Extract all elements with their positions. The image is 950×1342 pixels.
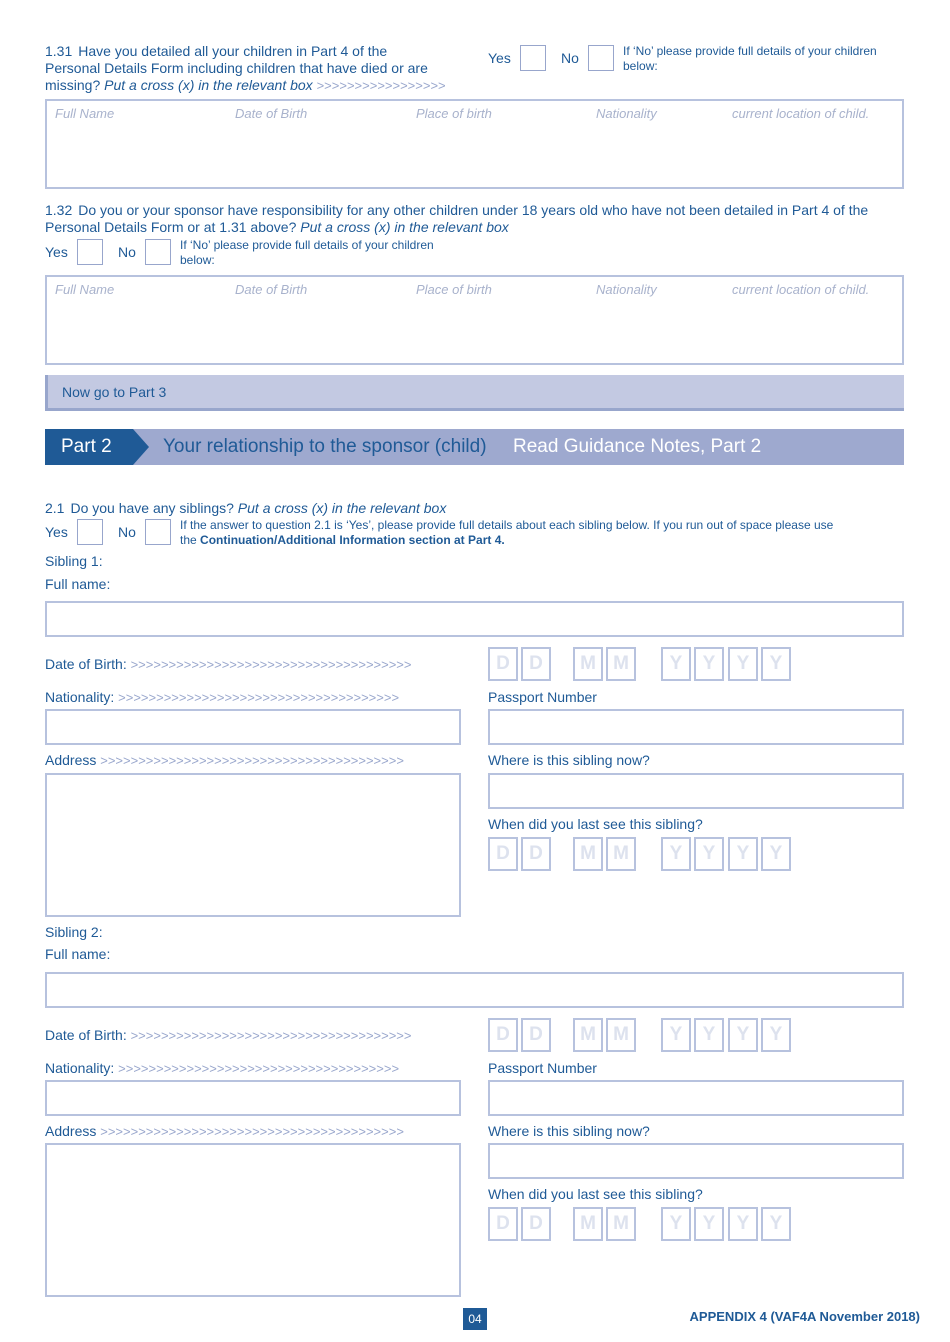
children-details-box[interactable] bbox=[45, 99, 904, 189]
note-line: the bbox=[180, 533, 197, 547]
date-cell[interactable]: Y bbox=[694, 647, 724, 681]
date-cell[interactable]: Y bbox=[661, 1207, 691, 1241]
date-cell[interactable]: Y bbox=[728, 1018, 758, 1052]
question-text: Personal Details Form or at 1.31 above? bbox=[45, 219, 297, 235]
column-header: Nationality bbox=[596, 106, 657, 121]
date-cell[interactable]: Y bbox=[728, 647, 758, 681]
date-cell[interactable]: Y bbox=[661, 837, 691, 871]
question-number: 2.1 bbox=[45, 500, 65, 516]
sibling-1-nationality-input[interactable] bbox=[45, 709, 461, 745]
sibling-heading: Sibling 2: bbox=[45, 924, 103, 940]
date-cell[interactable]: D bbox=[488, 837, 518, 871]
question-number: 1.31 bbox=[45, 43, 73, 59]
date-cell[interactable]: M bbox=[573, 1207, 603, 1241]
dob-label bbox=[45, 1027, 412, 1043]
sibling-2-full-name-input[interactable] bbox=[45, 972, 904, 1008]
question-text: Personal Details Form including children that have died or are bbox=[45, 60, 428, 76]
arrow-leader: >>>>>>>>>>>>>>>>>>>>>>>>>>>>>>>>>>>>>>>> bbox=[100, 1124, 404, 1139]
last-seen-label: When did you last see this sibling? bbox=[488, 816, 703, 832]
sibling-2-location-input[interactable] bbox=[488, 1143, 904, 1179]
date-cell[interactable]: D bbox=[488, 1207, 518, 1241]
date-cell[interactable]: D bbox=[521, 1207, 551, 1241]
nationality-label bbox=[45, 1060, 399, 1076]
date-cell[interactable]: D bbox=[521, 647, 551, 681]
question-number: 1.32 bbox=[45, 202, 73, 218]
column-header: Nationality bbox=[596, 282, 657, 297]
page-number: 04 bbox=[463, 1308, 487, 1330]
yes-checkbox[interactable] bbox=[77, 239, 103, 265]
date-cell[interactable]: M bbox=[606, 1018, 636, 1052]
date-cell[interactable]: Y bbox=[761, 1207, 791, 1241]
date-cell[interactable]: D bbox=[521, 837, 551, 871]
date-cell[interactable]: Y bbox=[761, 1018, 791, 1052]
date-cell[interactable]: D bbox=[521, 1018, 551, 1052]
column-header: Place of birth bbox=[416, 106, 492, 121]
date-cell[interactable]: M bbox=[573, 1018, 603, 1052]
sibling-heading: Sibling 1: bbox=[45, 553, 103, 569]
date-cell[interactable]: Y bbox=[694, 1018, 724, 1052]
column-header: current location of child. bbox=[732, 106, 870, 121]
full-name-label: Full name: bbox=[45, 946, 111, 962]
address-label bbox=[45, 1123, 404, 1139]
yes-checkbox[interactable] bbox=[520, 45, 546, 71]
date-cell[interactable]: Y bbox=[728, 837, 758, 871]
note-text: If ‘No’ please provide full details of your children below: bbox=[180, 238, 434, 267]
question-1-32 bbox=[45, 202, 915, 236]
date-cell[interactable]: D bbox=[488, 647, 518, 681]
dob-label-text: Date of Birth: bbox=[45, 1027, 127, 1043]
last-seen-label: When did you last see this sibling? bbox=[488, 1186, 703, 1202]
date-cell[interactable]: Y bbox=[728, 1207, 758, 1241]
full-name-label: Full name: bbox=[45, 576, 111, 592]
question-text: Have you detailed all your children in Part 4 of the bbox=[78, 43, 388, 59]
address-label bbox=[45, 752, 404, 768]
date-cell[interactable]: Y bbox=[761, 837, 791, 871]
address-label-text: Address bbox=[45, 752, 97, 768]
where-label: Where is this sibling now? bbox=[488, 752, 650, 768]
passport-label: Passport Number bbox=[488, 1060, 597, 1076]
no-label: No bbox=[118, 524, 136, 540]
where-label: Where is this sibling now? bbox=[488, 1123, 650, 1139]
arrow-leader: >>>>>>>>>>>>>>>>>>>>>>>>>>>>>>>>>>>>> bbox=[118, 1061, 400, 1076]
column-header: Date of Birth bbox=[235, 106, 308, 121]
date-cell[interactable]: Y bbox=[694, 1207, 724, 1241]
arrow-leader: >>>>>>>>>>>>>>>>>>>>>>>>>>>>>>>>>>>>> bbox=[118, 690, 400, 705]
no-checkbox[interactable] bbox=[145, 519, 171, 545]
yes-label: Yes bbox=[45, 244, 68, 260]
question-text: Do you or your sponsor have responsibility for any other children under 18 years old who have not been detailed in Part 4 of the bbox=[78, 202, 869, 218]
sibling-1-full-name-input[interactable] bbox=[45, 601, 904, 637]
no-label: No bbox=[561, 50, 579, 66]
nationality-label-text: Nationality: bbox=[45, 1060, 115, 1076]
dob-label-text: Date of Birth: bbox=[45, 656, 127, 672]
guidance-link[interactable]: Read Guidance Notes, Part 2 bbox=[513, 436, 762, 457]
arrow-leader: >>>>>>>>>>>>>>>>>>>>>>>>>>>>>>>>>>>>>>>> bbox=[100, 753, 404, 768]
no-checkbox[interactable] bbox=[588, 45, 614, 71]
column-header: Full Name bbox=[55, 106, 115, 121]
date-cell[interactable]: Y bbox=[661, 647, 691, 681]
date-cell[interactable]: M bbox=[606, 647, 636, 681]
sibling-2-nationality-input[interactable] bbox=[45, 1080, 461, 1116]
footer-appendix: APPENDIX 4 (VAF4A November 2018) bbox=[689, 1309, 920, 1324]
no-checkbox[interactable] bbox=[145, 239, 171, 265]
arrow-leader: >>>>>>>>>>>>>>>>>>>>>>>>>>>>>>>>>>>>> bbox=[130, 657, 412, 672]
yes-checkbox[interactable] bbox=[77, 519, 103, 545]
date-cell[interactable]: M bbox=[573, 647, 603, 681]
instruction-text: Put a cross (x) in the relevant box bbox=[300, 219, 509, 235]
sibling-1-passport-input[interactable] bbox=[488, 709, 904, 745]
question-text: Do you have any siblings? bbox=[70, 500, 234, 516]
question-2-1 bbox=[45, 500, 446, 517]
instruction-text: Put a cross (x) in the relevant box bbox=[104, 77, 313, 93]
banner-text: Now go to Part 3 bbox=[62, 384, 167, 400]
arrow-leader: >>>>>>>>>>>>>>>>> bbox=[316, 78, 446, 93]
sibling-2-passport-input[interactable] bbox=[488, 1080, 904, 1116]
note-emphasis: Continuation/Additional Information section at Part 4. bbox=[200, 533, 505, 547]
part-2-header bbox=[45, 429, 904, 465]
nationality-label-text: Nationality: bbox=[45, 689, 115, 705]
go-to-part-3-banner bbox=[45, 375, 904, 411]
sibling-2-address-input[interactable] bbox=[45, 1143, 461, 1297]
column-header: Full Name bbox=[55, 282, 115, 297]
question-text: missing? bbox=[45, 77, 101, 93]
sibling-1-location-input[interactable] bbox=[488, 773, 904, 809]
date-cell[interactable]: Y bbox=[761, 647, 791, 681]
date-cell[interactable]: M bbox=[606, 837, 636, 871]
date-cell[interactable]: Y bbox=[661, 1018, 691, 1052]
part-title: Your relationship to the sponsor (child) bbox=[163, 436, 487, 457]
yes-label: Yes bbox=[45, 524, 68, 540]
column-header: Date of Birth bbox=[235, 282, 308, 297]
dob-label bbox=[45, 656, 412, 672]
note-line: If the answer to question 2.1 is ‘Yes’, please provide full details about each sibling below. If you run out of space please use bbox=[180, 518, 834, 532]
nationality-label bbox=[45, 689, 399, 705]
no-label: No bbox=[118, 244, 136, 260]
question-1-31 bbox=[45, 43, 465, 94]
arrow-leader: >>>>>>>>>>>>>>>>>>>>>>>>>>>>>>>>>>>>> bbox=[130, 1028, 412, 1043]
column-header: Place of birth bbox=[416, 282, 492, 297]
other-children-details-box[interactable] bbox=[45, 275, 904, 365]
note-text: If ‘No’ please provide full details of your children below: bbox=[623, 44, 877, 73]
date-cell[interactable]: D bbox=[488, 1018, 518, 1052]
date-cell[interactable]: M bbox=[573, 837, 603, 871]
date-cell[interactable]: M bbox=[606, 1207, 636, 1241]
address-label-text: Address bbox=[45, 1123, 97, 1139]
date-cell[interactable]: Y bbox=[694, 837, 724, 871]
yes-label: Yes bbox=[488, 50, 511, 66]
note-text bbox=[180, 518, 900, 548]
part-tag: Part 2 bbox=[61, 436, 112, 457]
instruction-text: Put a cross (x) in the relevant box bbox=[237, 500, 447, 516]
passport-label: Passport Number bbox=[488, 689, 597, 705]
sibling-1-address-input[interactable] bbox=[45, 773, 461, 917]
column-header: current location of child. bbox=[732, 282, 870, 297]
